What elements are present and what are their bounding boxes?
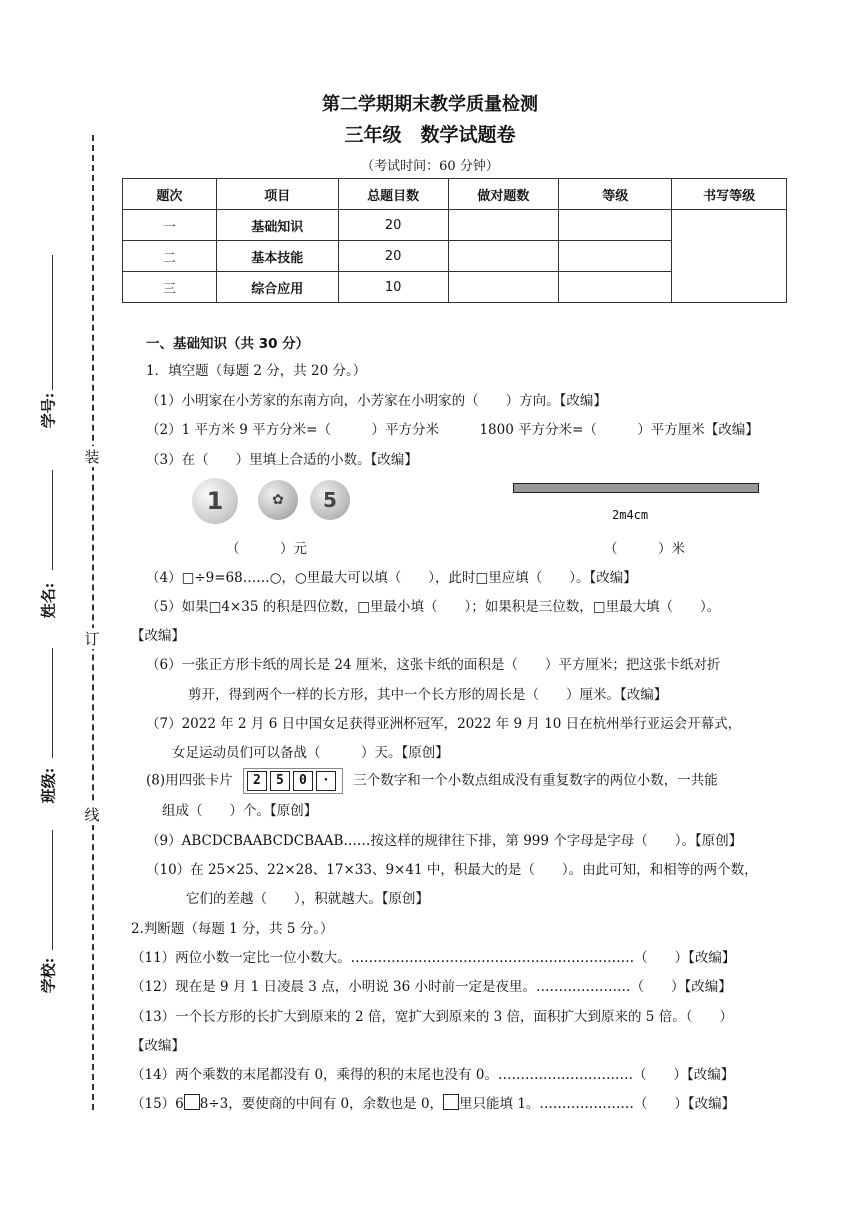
question-2: （2）1 平方米 9 平方分米=（ ）平方分米 1800 平方分米=（ ）平方厘米【改编】: [146, 422, 759, 438]
binding-char-xian: 线: [80, 804, 104, 825]
length-bar-image: [513, 483, 759, 493]
question-12: （12）现在是 9 月 1 日凌晨 3 点，小明说 36 小时前一定是夜里。…………………（ ）【改编】: [131, 979, 732, 995]
exam-time-note: （考试时间：60 分钟）: [361, 159, 499, 174]
coin-answer-blank: （ ）元: [226, 541, 307, 557]
question-5-source: 【改编】: [131, 628, 185, 644]
grade-cell[interactable]: [559, 241, 672, 272]
name-label: 姓名:: [39, 582, 58, 619]
question-15-suffix: 里只能填 1。…………………（ ）【改编】: [459, 1096, 736, 1112]
blank-square: [443, 1094, 459, 1110]
class-underline: [52, 648, 53, 758]
exam-title: 第二学期期末教学质量检测: [322, 94, 538, 115]
question-8-cont: 组成（ ）个。【原创】: [162, 803, 318, 819]
table-cell: 三: [123, 272, 217, 303]
table-cell: 20: [338, 241, 448, 272]
student-id-label: 学号:: [39, 392, 58, 429]
section2-heading: 2.判断题（每题 1 分，共 5 分。）: [131, 921, 334, 937]
blank-square: [184, 1094, 200, 1110]
table-header-cell: 等级: [559, 179, 672, 210]
table-row: [123, 210, 787, 241]
number-card: 2: [247, 771, 267, 791]
question-14: （14）两个乘数的末尾都没有 0，乘得的积的末尾也没有 0。…………………………（ ）【改编】: [131, 1067, 735, 1083]
question-7: （7）2022 年 2 月 6 日中国女足获得亚洲杯冠军，2022 年 9 月 10 日在杭州举行亚运会开幕式，: [146, 716, 742, 732]
question-10: （10）在 25×25、22×28、17×33、9×41 中，积最大的是（ ）。由此可知，和相等的两个数，: [146, 862, 758, 878]
question-3: （3）在（ ）里填上合适的小数。【改编】: [146, 452, 418, 468]
correct-count-cell[interactable]: [448, 241, 559, 272]
table-cell: 10: [338, 272, 448, 303]
question-7-cont: 女足运动员们可以备战（ ）天。【原创】: [172, 745, 449, 761]
table-header-cell: 项目: [216, 179, 338, 210]
question-6-cont: 剪开，得到两个一样的长方形，其中一个长方形的周长是（ ）厘米。【改编】: [188, 687, 668, 703]
binding-dashed-line: [92, 135, 94, 1110]
table-header-cell: 总题目数: [338, 179, 448, 210]
grade-cell[interactable]: [559, 210, 672, 241]
table-header-cell: 题次: [123, 179, 217, 210]
question-13-source: 【改编】: [131, 1038, 185, 1054]
exam-subtitle: 三年级 数学试题卷: [344, 124, 516, 146]
question-5: （5）如果□4×35 的积是四位数，□里最小填（ ）；如果积是三位数，□里最大填（ ）。: [146, 599, 721, 615]
score-table: [122, 178, 787, 303]
table-cell: 基础知识: [216, 210, 338, 241]
question-11: （11）两位小数一定比一位小数大。………………………………………………………（ ）【改编】: [131, 950, 736, 966]
student-id-underline: [52, 255, 53, 390]
section1-heading: 一、基础知识（共 30 分）: [146, 336, 310, 352]
table-header-cell: 做对题数: [448, 179, 559, 210]
question-8-suffix: 三个数字和一个小数点组成没有重复数字的两位小数，一共能: [353, 772, 718, 789]
question-13: （13）一个长方形的长扩大到原来的 2 倍，宽扩大到原来的 3 倍，面积扩大到原来的 5 倍。（ ）: [131, 1009, 733, 1025]
table-cell: 基本技能: [216, 241, 338, 272]
school-label: 学校:: [39, 957, 58, 994]
grade-cell[interactable]: [559, 272, 672, 303]
table-cell: 20: [338, 210, 448, 241]
bar-answer-blank: （ ）米: [604, 541, 685, 557]
question-9: （9）ABCDCBAABCDCBAAB……按这样的规律往下排，第 999 个字母是字母（ ）。【原创】: [146, 833, 743, 849]
table-header-row: [123, 179, 787, 210]
writing-grade-cell[interactable]: [672, 210, 787, 303]
number-cards: [243, 768, 343, 794]
question-15-prefix: （15）6: [131, 1096, 184, 1112]
question-6: （6）一张正方形卡纸的周长是 24 厘米，这张卡纸的面积是（ ）平方厘米；把这张卡纸对折: [146, 657, 721, 673]
bar-length-label: 2m4cm: [612, 508, 649, 522]
question-15-middle: 8÷3，要使商的中间有 0，余数也是 0，: [199, 1096, 444, 1112]
table-cell: 一: [123, 210, 217, 241]
school-underline: [52, 830, 53, 950]
decimal-point-card: ·: [316, 771, 336, 791]
question-8: [146, 768, 718, 794]
name-underline: [52, 470, 53, 570]
question-10-cont: 它们的差越（ ），积就越大。【原创】: [186, 891, 429, 907]
fill-blank-heading: 1．填空题（每题 2 分，共 20 分。）: [146, 363, 367, 379]
one-jiao-coin-image: ✿: [258, 480, 298, 520]
class-label: 班级:: [39, 767, 58, 804]
number-card: 0: [293, 771, 313, 791]
number-card: 5: [270, 771, 290, 791]
question-4: （4）□÷9=68……○，○里最大可以填（ ），此时□里应填（ ）。【改编】: [146, 570, 637, 586]
question-15: [131, 1092, 735, 1112]
correct-count-cell[interactable]: [448, 210, 559, 241]
question-8-prefix: (8)用四张卡片: [146, 772, 233, 789]
table-cell: 二: [123, 241, 217, 272]
correct-count-cell[interactable]: [448, 272, 559, 303]
question-1: （1）小明家在小芳家的东南方向，小芳家在小明家的（ ）方向。【改编】: [146, 393, 607, 409]
table-header-cell: 书写等级: [672, 179, 787, 210]
five-jiao-coin-image: 5: [310, 480, 350, 520]
one-yuan-coin-image: 1: [192, 478, 238, 524]
table-cell: 综合应用: [216, 272, 338, 303]
binding-char-ding: 订: [80, 628, 104, 649]
binding-char-zhuang: 装: [80, 446, 104, 467]
